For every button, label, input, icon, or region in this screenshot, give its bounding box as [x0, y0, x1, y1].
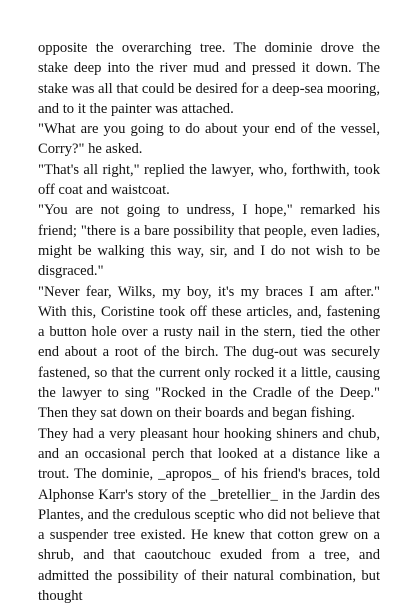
paragraph-3: "That's all right," replied the lawyer, who, forthwith, took off coat and waistcoat. — [38, 161, 380, 199]
paragraph-2: "What are you going to do about your end of the vessel, Corry?" he asked. — [38, 121, 380, 158]
paragraph-1: opposite the overarching tree. The dominie drove the stake deep into the river mud and pressed it down. The stake was all that could be desired for a deep-sea mooring, and to it the painter was attached. — [38, 40, 380, 117]
paragraph-6: They had a very pleasant hour hooking shiners and chub, and an occasional perch that looked at a distance like a trout. The dominie, _apropos_ of his friend's braces, told Alphonse Karr's story of the _bretellier_ in the Jardin des Plantes, and the credulous sceptic who did not believe that a suspender tree existed. He knew that cotton grew on a shrub, and that caoutchouc exuded from a tree, and admitted the possibility of their natural combination, but thought — [38, 425, 380, 605]
paragraph-5: "Never fear, Wilks, my boy, it's my braces I am after." With this, Coristine took off these articles, and, fastening a button hole over a rusty nail in the stern, tied the other end about a root of the birch. The dug-out was securely fastened, so that the current only rocked it a little, causing the lawyer to sing "Rocked in the Cradle of the Deep." Then they sat down on their boards and began fishing. — [38, 283, 380, 422]
document-page — [38, 38, 380, 606]
paragraph-4: "You are not going to undress, I hope," remarked his friend; "there is a bare possibility that people, even ladies, might be walking this way, sir, and I do not wish to be disgraced." — [38, 202, 380, 280]
